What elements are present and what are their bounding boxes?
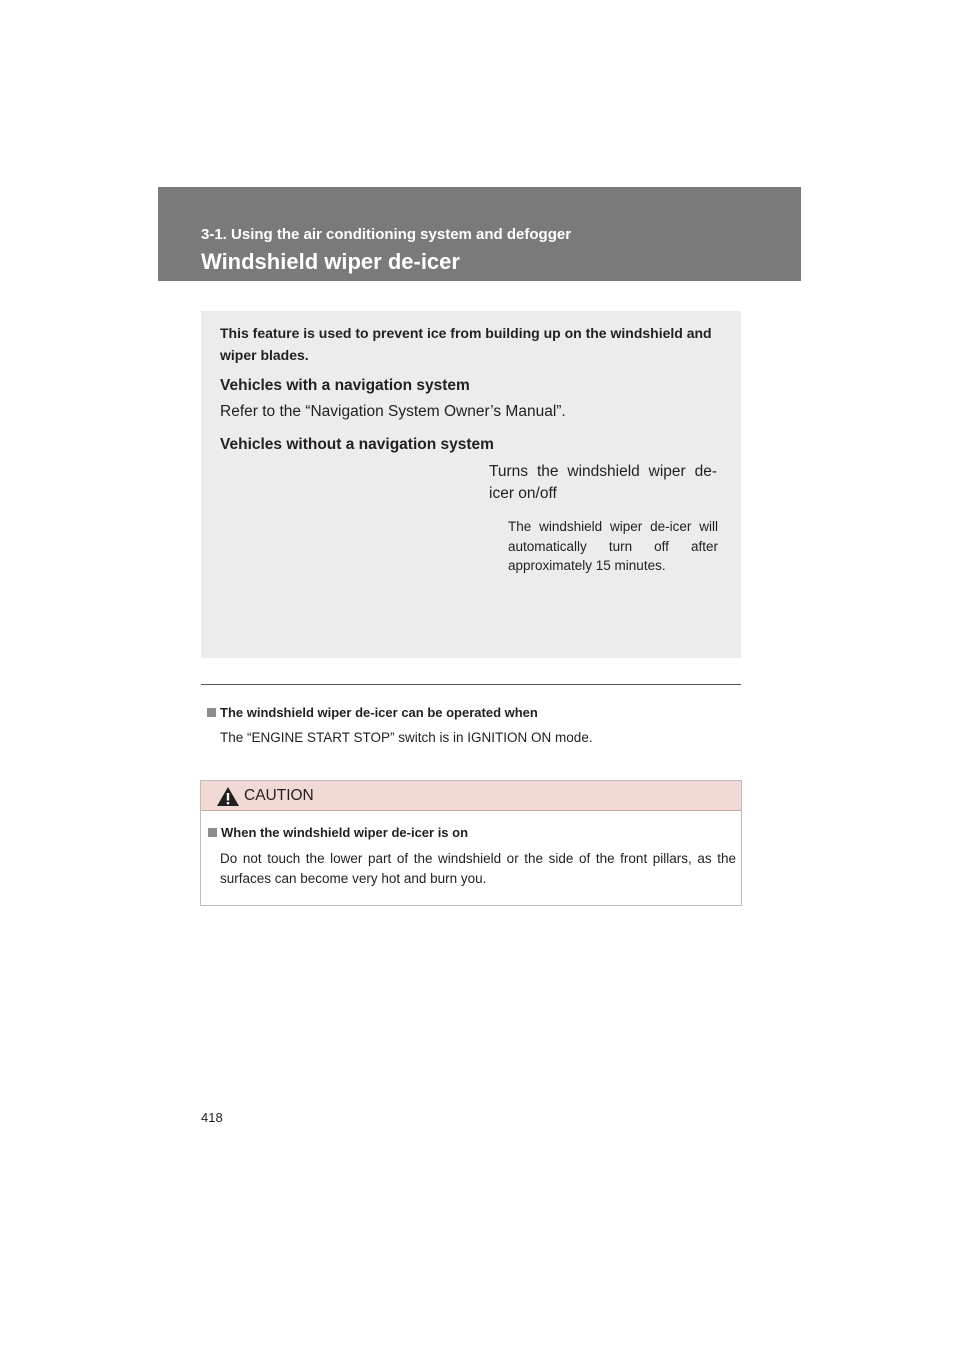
section-label: 3-1. Using the air conditioning system and defogger <box>201 226 572 243</box>
feature-description-box <box>201 311 741 658</box>
section-divider <box>201 684 741 685</box>
chapter-header <box>158 187 801 281</box>
without-navigation-heading: Vehicles without a navigation system <box>220 436 494 453</box>
operation-condition-heading-text: The windshield wiper de-icer can be operated when <box>220 705 538 720</box>
caution-heading-text: When the windshield wiper de-icer is on <box>221 825 469 840</box>
switch-function-text: Turns the windshield wiper de-icer on/off <box>489 463 717 502</box>
warning-triangle-icon <box>216 786 240 807</box>
caution-heading <box>208 825 468 840</box>
caution-label: CAUTION <box>244 787 314 804</box>
square-bullet-icon <box>207 708 216 717</box>
operation-condition-text: The “ENGINE START STOP” switch is in IGNITION ON mode. <box>220 730 593 745</box>
page-title: Windshield wiper de-icer <box>201 249 460 274</box>
intro-text: This feature is used to prevent ice from building up on the windshield and wiper blades. <box>220 325 712 363</box>
with-navigation-heading: Vehicles with a navigation system <box>220 377 470 394</box>
caution-box <box>200 780 742 906</box>
caution-header <box>201 781 741 811</box>
navigation-manual-reference: Refer to the “Navigation System Owner’s Manual”. <box>220 403 566 420</box>
page-number: 418 <box>201 1110 223 1125</box>
operation-condition-heading <box>207 705 538 720</box>
square-bullet-icon <box>208 828 217 837</box>
caution-text: Do not touch the lower part of the windshield or the side of the front pillars, as the surfaces can become very hot and burn you. <box>220 851 736 886</box>
auto-off-note: The windshield wiper de-icer will automatically turn off after approximately 15 minutes. <box>508 519 718 573</box>
